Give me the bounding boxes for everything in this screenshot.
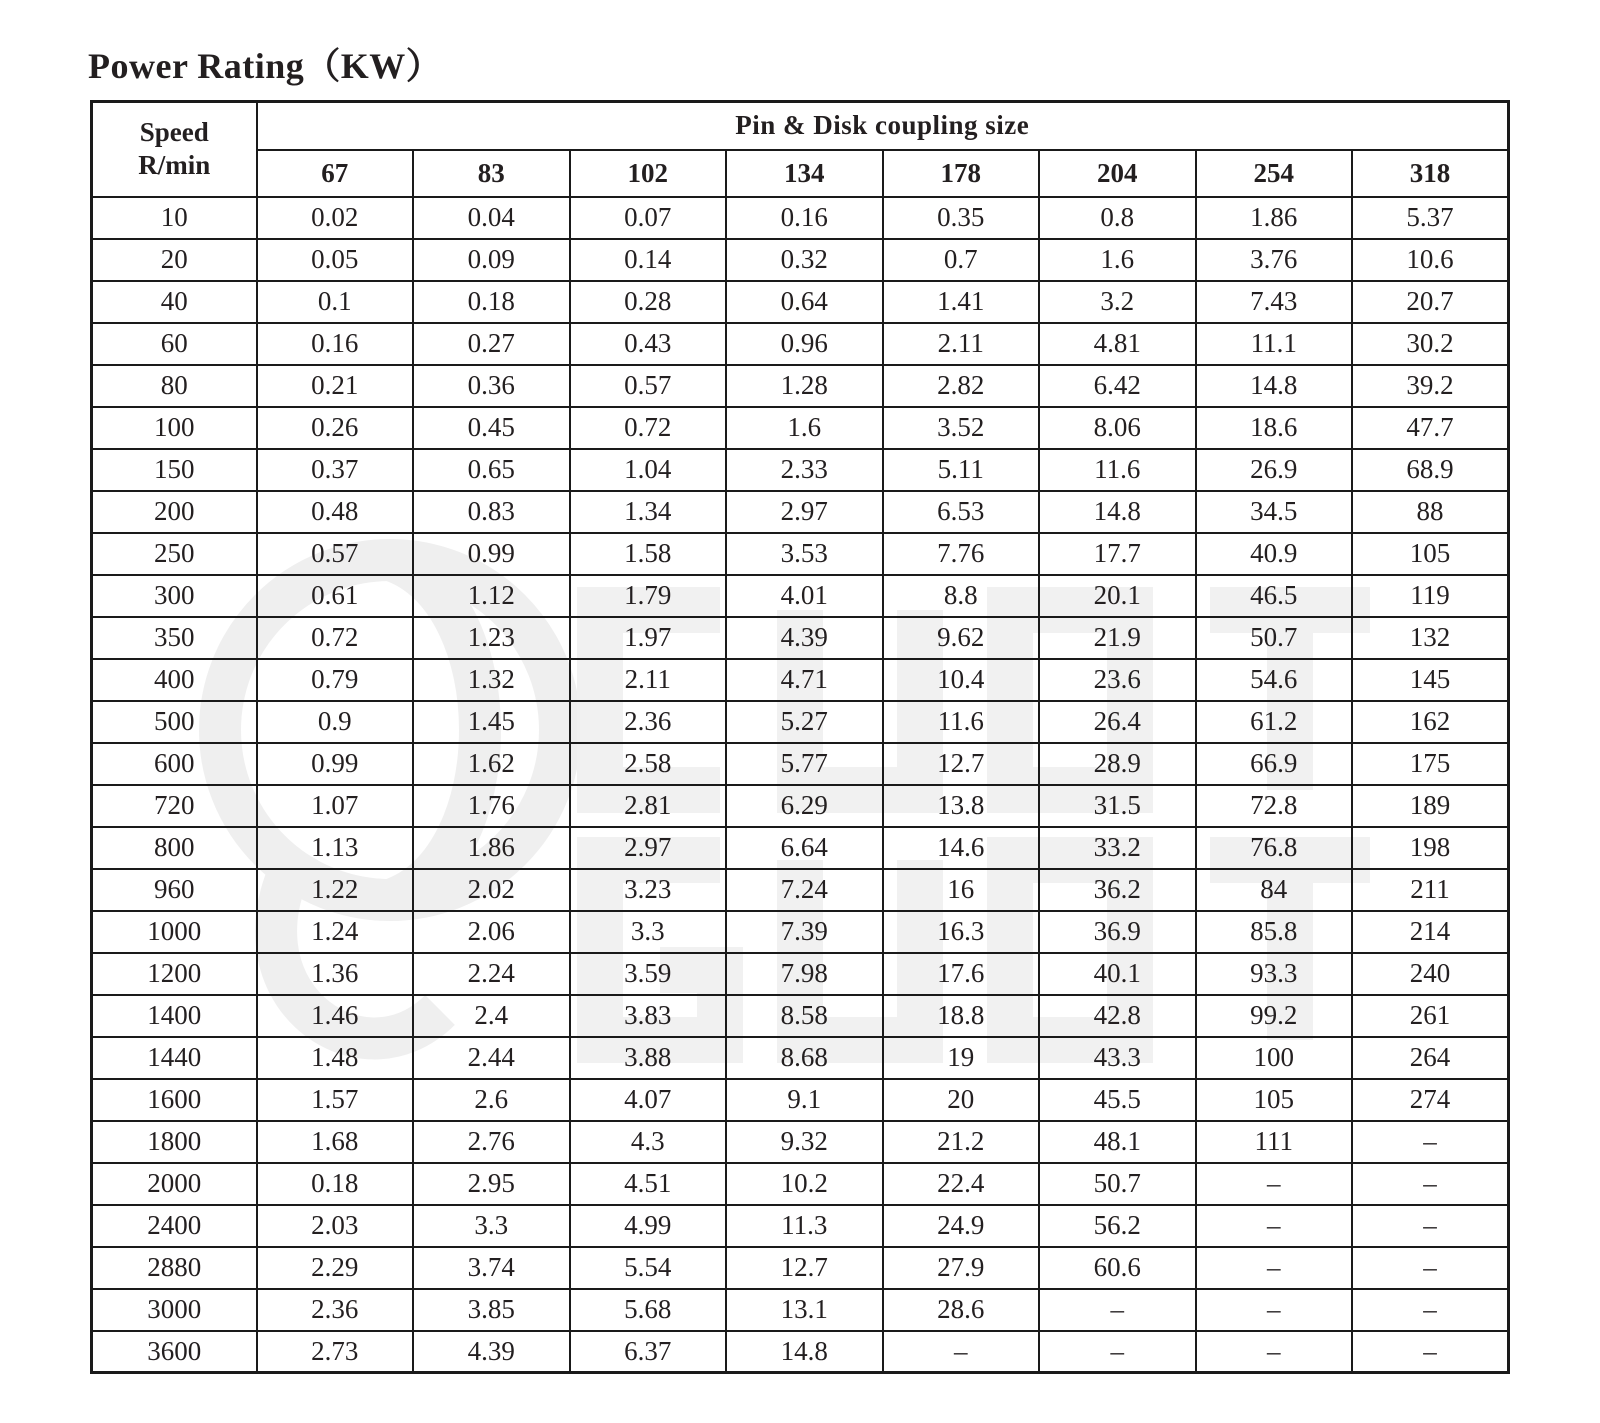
speed-cell: 150 [92, 449, 257, 491]
power-value-cell: 0.64 [726, 281, 883, 323]
power-value-cell: 0.99 [413, 533, 570, 575]
power-value-cell: 1.45 [413, 701, 570, 743]
power-value-cell: 0.18 [413, 281, 570, 323]
power-value-cell: 0.45 [413, 407, 570, 449]
power-value-cell: 1.34 [570, 491, 727, 533]
power-value-cell: 0.72 [257, 617, 414, 659]
power-value-cell: – [1196, 1289, 1353, 1331]
power-value-cell: 8.8 [883, 575, 1040, 617]
speed-cell: 1440 [92, 1037, 257, 1079]
power-value-cell: 7.98 [726, 953, 883, 995]
power-value-cell: 0.18 [257, 1163, 414, 1205]
power-value-cell: 1.6 [1039, 239, 1196, 281]
power-value-cell: 0.26 [257, 407, 414, 449]
speed-cell: 40 [92, 281, 257, 323]
power-value-cell: 2.97 [726, 491, 883, 533]
power-value-cell: 3.23 [570, 869, 727, 911]
power-value-cell: – [1352, 1205, 1509, 1247]
power-value-cell: 0.96 [726, 323, 883, 365]
power-value-cell: 18.8 [883, 995, 1040, 1037]
power-value-cell: 24.9 [883, 1205, 1040, 1247]
power-value-cell: 0.36 [413, 365, 570, 407]
speed-cell: 20 [92, 239, 257, 281]
power-value-cell: 48.1 [1039, 1121, 1196, 1163]
power-value-cell: 3.53 [726, 533, 883, 575]
power-value-cell: 0.57 [570, 365, 727, 407]
power-value-cell: 1.41 [883, 281, 1040, 323]
speed-cell: 1400 [92, 995, 257, 1037]
size-column-header: 178 [883, 150, 1040, 197]
power-value-cell: 10.4 [883, 659, 1040, 701]
power-value-cell: 84 [1196, 869, 1353, 911]
power-value-cell: 2.33 [726, 449, 883, 491]
power-value-cell: 20.1 [1039, 575, 1196, 617]
power-value-cell: 28.9 [1039, 743, 1196, 785]
power-value-cell: 1.86 [413, 827, 570, 869]
power-value-cell: 0.65 [413, 449, 570, 491]
speed-cell: 1600 [92, 1079, 257, 1121]
power-value-cell: 3.88 [570, 1037, 727, 1079]
power-value-cell: 18.6 [1196, 407, 1353, 449]
table-row [92, 743, 1509, 785]
power-value-cell: 14.8 [1196, 365, 1353, 407]
power-value-cell: 39.2 [1352, 365, 1509, 407]
table-row [92, 617, 1509, 659]
power-value-cell: 46.5 [1196, 575, 1353, 617]
power-value-cell: 2.29 [257, 1247, 414, 1289]
power-value-cell: 240 [1352, 953, 1509, 995]
power-value-cell: 0.99 [257, 743, 414, 785]
table-row [92, 827, 1509, 869]
speed-cell: 800 [92, 827, 257, 869]
power-value-cell: 68.9 [1352, 449, 1509, 491]
power-rating-table [90, 100, 1510, 1374]
table-header-row-sizes [92, 150, 1509, 197]
power-value-cell: 119 [1352, 575, 1509, 617]
speed-cell: 960 [92, 869, 257, 911]
power-value-cell: 0.35 [883, 197, 1040, 239]
power-value-cell: 26.9 [1196, 449, 1353, 491]
power-value-cell: 1.58 [570, 533, 727, 575]
table-row [92, 1205, 1509, 1247]
power-value-cell: – [1352, 1247, 1509, 1289]
power-value-cell: 2.44 [413, 1037, 570, 1079]
power-value-cell: 2.11 [883, 323, 1040, 365]
speed-cell: 600 [92, 743, 257, 785]
power-value-cell: 175 [1352, 743, 1509, 785]
power-value-cell: 0.16 [257, 323, 414, 365]
power-value-cell: 7.76 [883, 533, 1040, 575]
power-value-cell: 14.8 [1039, 491, 1196, 533]
power-value-cell: 10.2 [726, 1163, 883, 1205]
power-value-cell: 2.11 [570, 659, 727, 701]
power-value-cell: 2.36 [257, 1289, 414, 1331]
speed-cell: 200 [92, 491, 257, 533]
power-value-cell: 5.11 [883, 449, 1040, 491]
speed-cell: 60 [92, 323, 257, 365]
power-value-cell: 1.79 [570, 575, 727, 617]
power-value-cell: 2.58 [570, 743, 727, 785]
power-value-cell: 0.04 [413, 197, 570, 239]
power-value-cell: 19 [883, 1037, 1040, 1079]
power-value-cell: 13.8 [883, 785, 1040, 827]
power-value-cell: 3.83 [570, 995, 727, 1037]
speed-cell: 100 [92, 407, 257, 449]
power-value-cell: 0.1 [257, 281, 414, 323]
power-value-cell: 0.83 [413, 491, 570, 533]
power-value-cell: 31.5 [1039, 785, 1196, 827]
power-value-cell: 2.4 [413, 995, 570, 1037]
power-value-cell: 30.2 [1352, 323, 1509, 365]
table-row [92, 953, 1509, 995]
power-value-cell: 100 [1196, 1037, 1353, 1079]
power-value-cell: 20.7 [1352, 281, 1509, 323]
power-value-cell: 3.74 [413, 1247, 570, 1289]
table-row [92, 197, 1509, 239]
speed-cell: 10 [92, 197, 257, 239]
power-value-cell: – [1196, 1205, 1353, 1247]
power-value-cell: 12.7 [726, 1247, 883, 1289]
power-value-cell: 10.6 [1352, 239, 1509, 281]
table-row [92, 323, 1509, 365]
power-value-cell: 93.3 [1196, 953, 1353, 995]
power-value-cell: 27.9 [883, 1247, 1040, 1289]
power-value-cell: 3.59 [570, 953, 727, 995]
power-value-cell: 1.57 [257, 1079, 414, 1121]
power-value-cell: 1.68 [257, 1121, 414, 1163]
power-value-cell: 2.03 [257, 1205, 414, 1247]
table-row [92, 785, 1509, 827]
power-value-cell: 28.6 [883, 1289, 1040, 1331]
power-value-cell: 0.7 [883, 239, 1040, 281]
table-row [92, 491, 1509, 533]
power-value-cell: 264 [1352, 1037, 1509, 1079]
power-value-cell: 16 [883, 869, 1040, 911]
power-value-cell: 11.3 [726, 1205, 883, 1247]
power-value-cell: 9.32 [726, 1121, 883, 1163]
power-value-cell: – [1039, 1331, 1196, 1373]
power-value-cell: 85.8 [1196, 911, 1353, 953]
coupling-size-group-header: Pin & Disk coupling size [257, 102, 1509, 150]
table-row [92, 911, 1509, 953]
power-value-cell: 162 [1352, 701, 1509, 743]
power-value-cell: 4.3 [570, 1121, 727, 1163]
power-value-cell: 47.7 [1352, 407, 1509, 449]
speed-label-line1: Speed [139, 116, 209, 147]
power-value-cell: 2.36 [570, 701, 727, 743]
power-value-cell: 261 [1352, 995, 1509, 1037]
speed-cell: 2400 [92, 1205, 257, 1247]
power-value-cell: 0.02 [257, 197, 414, 239]
power-value-cell: 0.61 [257, 575, 414, 617]
power-value-cell: 5.68 [570, 1289, 727, 1331]
power-value-cell: 2.97 [570, 827, 727, 869]
power-value-cell: 20 [883, 1079, 1040, 1121]
power-value-cell: 3.3 [570, 911, 727, 953]
power-value-cell: 1.28 [726, 365, 883, 407]
power-value-cell: 4.71 [726, 659, 883, 701]
power-value-cell: 4.39 [726, 617, 883, 659]
power-value-cell: 0.37 [257, 449, 414, 491]
power-value-cell: 0.14 [570, 239, 727, 281]
speed-cell: 1200 [92, 953, 257, 995]
power-value-cell: 4.07 [570, 1079, 727, 1121]
table-row [92, 449, 1509, 491]
table-row [92, 1163, 1509, 1205]
power-value-cell: 3.76 [1196, 239, 1353, 281]
power-value-cell: 145 [1352, 659, 1509, 701]
power-value-cell: 4.01 [726, 575, 883, 617]
power-value-cell: 8.68 [726, 1037, 883, 1079]
power-value-cell: 3.2 [1039, 281, 1196, 323]
power-value-cell: 1.76 [413, 785, 570, 827]
power-value-cell: 43.3 [1039, 1037, 1196, 1079]
power-value-cell: 6.37 [570, 1331, 727, 1373]
power-value-cell: 36.9 [1039, 911, 1196, 953]
power-value-cell: 2.24 [413, 953, 570, 995]
power-value-cell: 0.57 [257, 533, 414, 575]
power-value-cell: 1.24 [257, 911, 414, 953]
power-value-cell: 2.6 [413, 1079, 570, 1121]
power-value-cell: 66.9 [1196, 743, 1353, 785]
speed-label-line2: R/min [138, 150, 211, 181]
power-value-cell: 99.2 [1196, 995, 1353, 1037]
table-row [92, 407, 1509, 449]
power-value-cell: 4.81 [1039, 323, 1196, 365]
table-header-row-group [92, 102, 1509, 150]
table-row [92, 701, 1509, 743]
power-value-cell: 0.21 [257, 365, 414, 407]
power-value-cell: 9.1 [726, 1079, 883, 1121]
power-value-cell: 9.62 [883, 617, 1040, 659]
power-value-cell: 11.1 [1196, 323, 1353, 365]
power-value-cell: 1.97 [570, 617, 727, 659]
table-row [92, 575, 1509, 617]
table-row [92, 1079, 1509, 1121]
power-value-cell: 105 [1352, 533, 1509, 575]
speed-column-header [92, 102, 257, 197]
power-value-cell: 61.2 [1196, 701, 1353, 743]
power-value-cell: 33.2 [1039, 827, 1196, 869]
power-value-cell: 2.76 [413, 1121, 570, 1163]
power-value-cell: 189 [1352, 785, 1509, 827]
power-value-cell: 7.43 [1196, 281, 1353, 323]
power-value-cell: 12.7 [883, 743, 1040, 785]
power-value-cell: 3.52 [883, 407, 1040, 449]
table-row [92, 1247, 1509, 1289]
power-value-cell: 8.58 [726, 995, 883, 1037]
power-value-cell: – [1352, 1163, 1509, 1205]
power-value-cell: 4.51 [570, 1163, 727, 1205]
power-value-cell: 0.79 [257, 659, 414, 701]
power-value-cell: 40.9 [1196, 533, 1353, 575]
power-value-cell: 5.54 [570, 1247, 727, 1289]
power-value-cell: 0.9 [257, 701, 414, 743]
table-row [92, 239, 1509, 281]
table-row [92, 533, 1509, 575]
speed-cell: 3000 [92, 1289, 257, 1331]
power-value-cell: 132 [1352, 617, 1509, 659]
power-value-cell: 60.6 [1039, 1247, 1196, 1289]
power-value-cell: 6.29 [726, 785, 883, 827]
table-row [92, 659, 1509, 701]
table-row [92, 869, 1509, 911]
power-value-cell: 0.43 [570, 323, 727, 365]
speed-cell: 350 [92, 617, 257, 659]
power-value-cell: 13.1 [726, 1289, 883, 1331]
power-value-cell: 1.04 [570, 449, 727, 491]
power-value-cell: 1.86 [1196, 197, 1353, 239]
power-value-cell: 1.36 [257, 953, 414, 995]
table-row [92, 281, 1509, 323]
power-value-cell: – [1196, 1247, 1353, 1289]
power-value-cell: 45.5 [1039, 1079, 1196, 1121]
power-value-cell: 17.7 [1039, 533, 1196, 575]
table-row [92, 1289, 1509, 1331]
power-value-cell: 88 [1352, 491, 1509, 533]
power-value-cell: 1.46 [257, 995, 414, 1037]
power-value-cell: 5.37 [1352, 197, 1509, 239]
size-column-header: 83 [413, 150, 570, 197]
power-value-cell: 1.13 [257, 827, 414, 869]
speed-cell: 720 [92, 785, 257, 827]
power-value-cell: 1.23 [413, 617, 570, 659]
table-row [92, 995, 1509, 1037]
power-value-cell: 0.16 [726, 197, 883, 239]
speed-cell: 1000 [92, 911, 257, 953]
power-value-cell: 5.77 [726, 743, 883, 785]
power-value-cell: 105 [1196, 1079, 1353, 1121]
speed-cell: 400 [92, 659, 257, 701]
table-row [92, 1331, 1509, 1373]
power-value-cell: 111 [1196, 1121, 1353, 1163]
power-value-cell: 0.72 [570, 407, 727, 449]
power-value-cell: – [883, 1331, 1040, 1373]
power-value-cell: 6.42 [1039, 365, 1196, 407]
size-column-header: 204 [1039, 150, 1196, 197]
speed-cell: 3600 [92, 1331, 257, 1373]
power-value-cell: 34.5 [1196, 491, 1353, 533]
power-value-cell: 11.6 [1039, 449, 1196, 491]
size-column-header: 318 [1352, 150, 1509, 197]
speed-cell: 300 [92, 575, 257, 617]
power-value-cell: 42.8 [1039, 995, 1196, 1037]
power-value-cell: 1.22 [257, 869, 414, 911]
power-value-cell: – [1196, 1331, 1353, 1373]
power-value-cell: 2.02 [413, 869, 570, 911]
power-value-cell: 54.6 [1196, 659, 1353, 701]
power-value-cell: 5.27 [726, 701, 883, 743]
power-value-cell: – [1352, 1331, 1509, 1373]
power-value-cell: – [1039, 1289, 1196, 1331]
speed-cell: 2000 [92, 1163, 257, 1205]
power-value-cell: 23.6 [1039, 659, 1196, 701]
power-value-cell: – [1352, 1121, 1509, 1163]
power-value-cell: 3.3 [413, 1205, 570, 1247]
page-title: Power Rating（KW） [88, 46, 443, 86]
power-value-cell: 40.1 [1039, 953, 1196, 995]
power-value-cell: 6.64 [726, 827, 883, 869]
speed-cell: 1800 [92, 1121, 257, 1163]
power-value-cell: 1.12 [413, 575, 570, 617]
power-value-cell: – [1196, 1163, 1353, 1205]
power-value-cell: 0.32 [726, 239, 883, 281]
power-value-cell: 50.7 [1196, 617, 1353, 659]
power-value-cell: 14.8 [726, 1331, 883, 1373]
power-value-cell: 14.6 [883, 827, 1040, 869]
power-value-cell: 211 [1352, 869, 1509, 911]
power-value-cell: 0.27 [413, 323, 570, 365]
power-value-cell: 56.2 [1039, 1205, 1196, 1247]
power-value-cell: 22.4 [883, 1163, 1040, 1205]
table-row [92, 1121, 1509, 1163]
power-value-cell: 1.07 [257, 785, 414, 827]
power-value-cell: 16.3 [883, 911, 1040, 953]
power-value-cell: 2.73 [257, 1331, 414, 1373]
size-column-header: 67 [257, 150, 414, 197]
power-value-cell: 3.85 [413, 1289, 570, 1331]
power-value-cell: 26.4 [1039, 701, 1196, 743]
size-column-header: 102 [570, 150, 727, 197]
power-value-cell: 6.53 [883, 491, 1040, 533]
power-value-cell: 1.32 [413, 659, 570, 701]
power-value-cell: 4.99 [570, 1205, 727, 1247]
table-row [92, 1037, 1509, 1079]
power-value-cell: 0.09 [413, 239, 570, 281]
power-value-cell: 2.81 [570, 785, 727, 827]
power-value-cell: 0.8 [1039, 197, 1196, 239]
power-value-cell: 7.39 [726, 911, 883, 953]
size-column-header: 254 [1196, 150, 1353, 197]
power-value-cell: 11.6 [883, 701, 1040, 743]
power-value-cell: 1.62 [413, 743, 570, 785]
power-value-cell: 21.2 [883, 1121, 1040, 1163]
power-value-cell: 21.9 [1039, 617, 1196, 659]
power-value-cell: 76.8 [1196, 827, 1353, 869]
size-column-header: 134 [726, 150, 883, 197]
power-value-cell: 72.8 [1196, 785, 1353, 827]
power-value-cell: 8.06 [1039, 407, 1196, 449]
speed-cell: 500 [92, 701, 257, 743]
power-value-cell: 0.28 [570, 281, 727, 323]
power-value-cell: 1.6 [726, 407, 883, 449]
power-value-cell: – [1352, 1289, 1509, 1331]
speed-cell: 80 [92, 365, 257, 407]
speed-cell: 250 [92, 533, 257, 575]
table-row [92, 365, 1509, 407]
power-value-cell: 274 [1352, 1079, 1509, 1121]
power-value-cell: 198 [1352, 827, 1509, 869]
power-value-cell: 2.82 [883, 365, 1040, 407]
speed-cell: 2880 [92, 1247, 257, 1289]
power-value-cell: 17.6 [883, 953, 1040, 995]
power-value-cell: 2.95 [413, 1163, 570, 1205]
power-value-cell: 0.48 [257, 491, 414, 533]
power-value-cell: 50.7 [1039, 1163, 1196, 1205]
power-value-cell: 0.05 [257, 239, 414, 281]
power-value-cell: 214 [1352, 911, 1509, 953]
power-value-cell: 1.48 [257, 1037, 414, 1079]
power-value-cell: 2.06 [413, 911, 570, 953]
power-value-cell: 7.24 [726, 869, 883, 911]
power-value-cell: 0.07 [570, 197, 727, 239]
power-value-cell: 4.39 [413, 1331, 570, 1373]
power-value-cell: 36.2 [1039, 869, 1196, 911]
